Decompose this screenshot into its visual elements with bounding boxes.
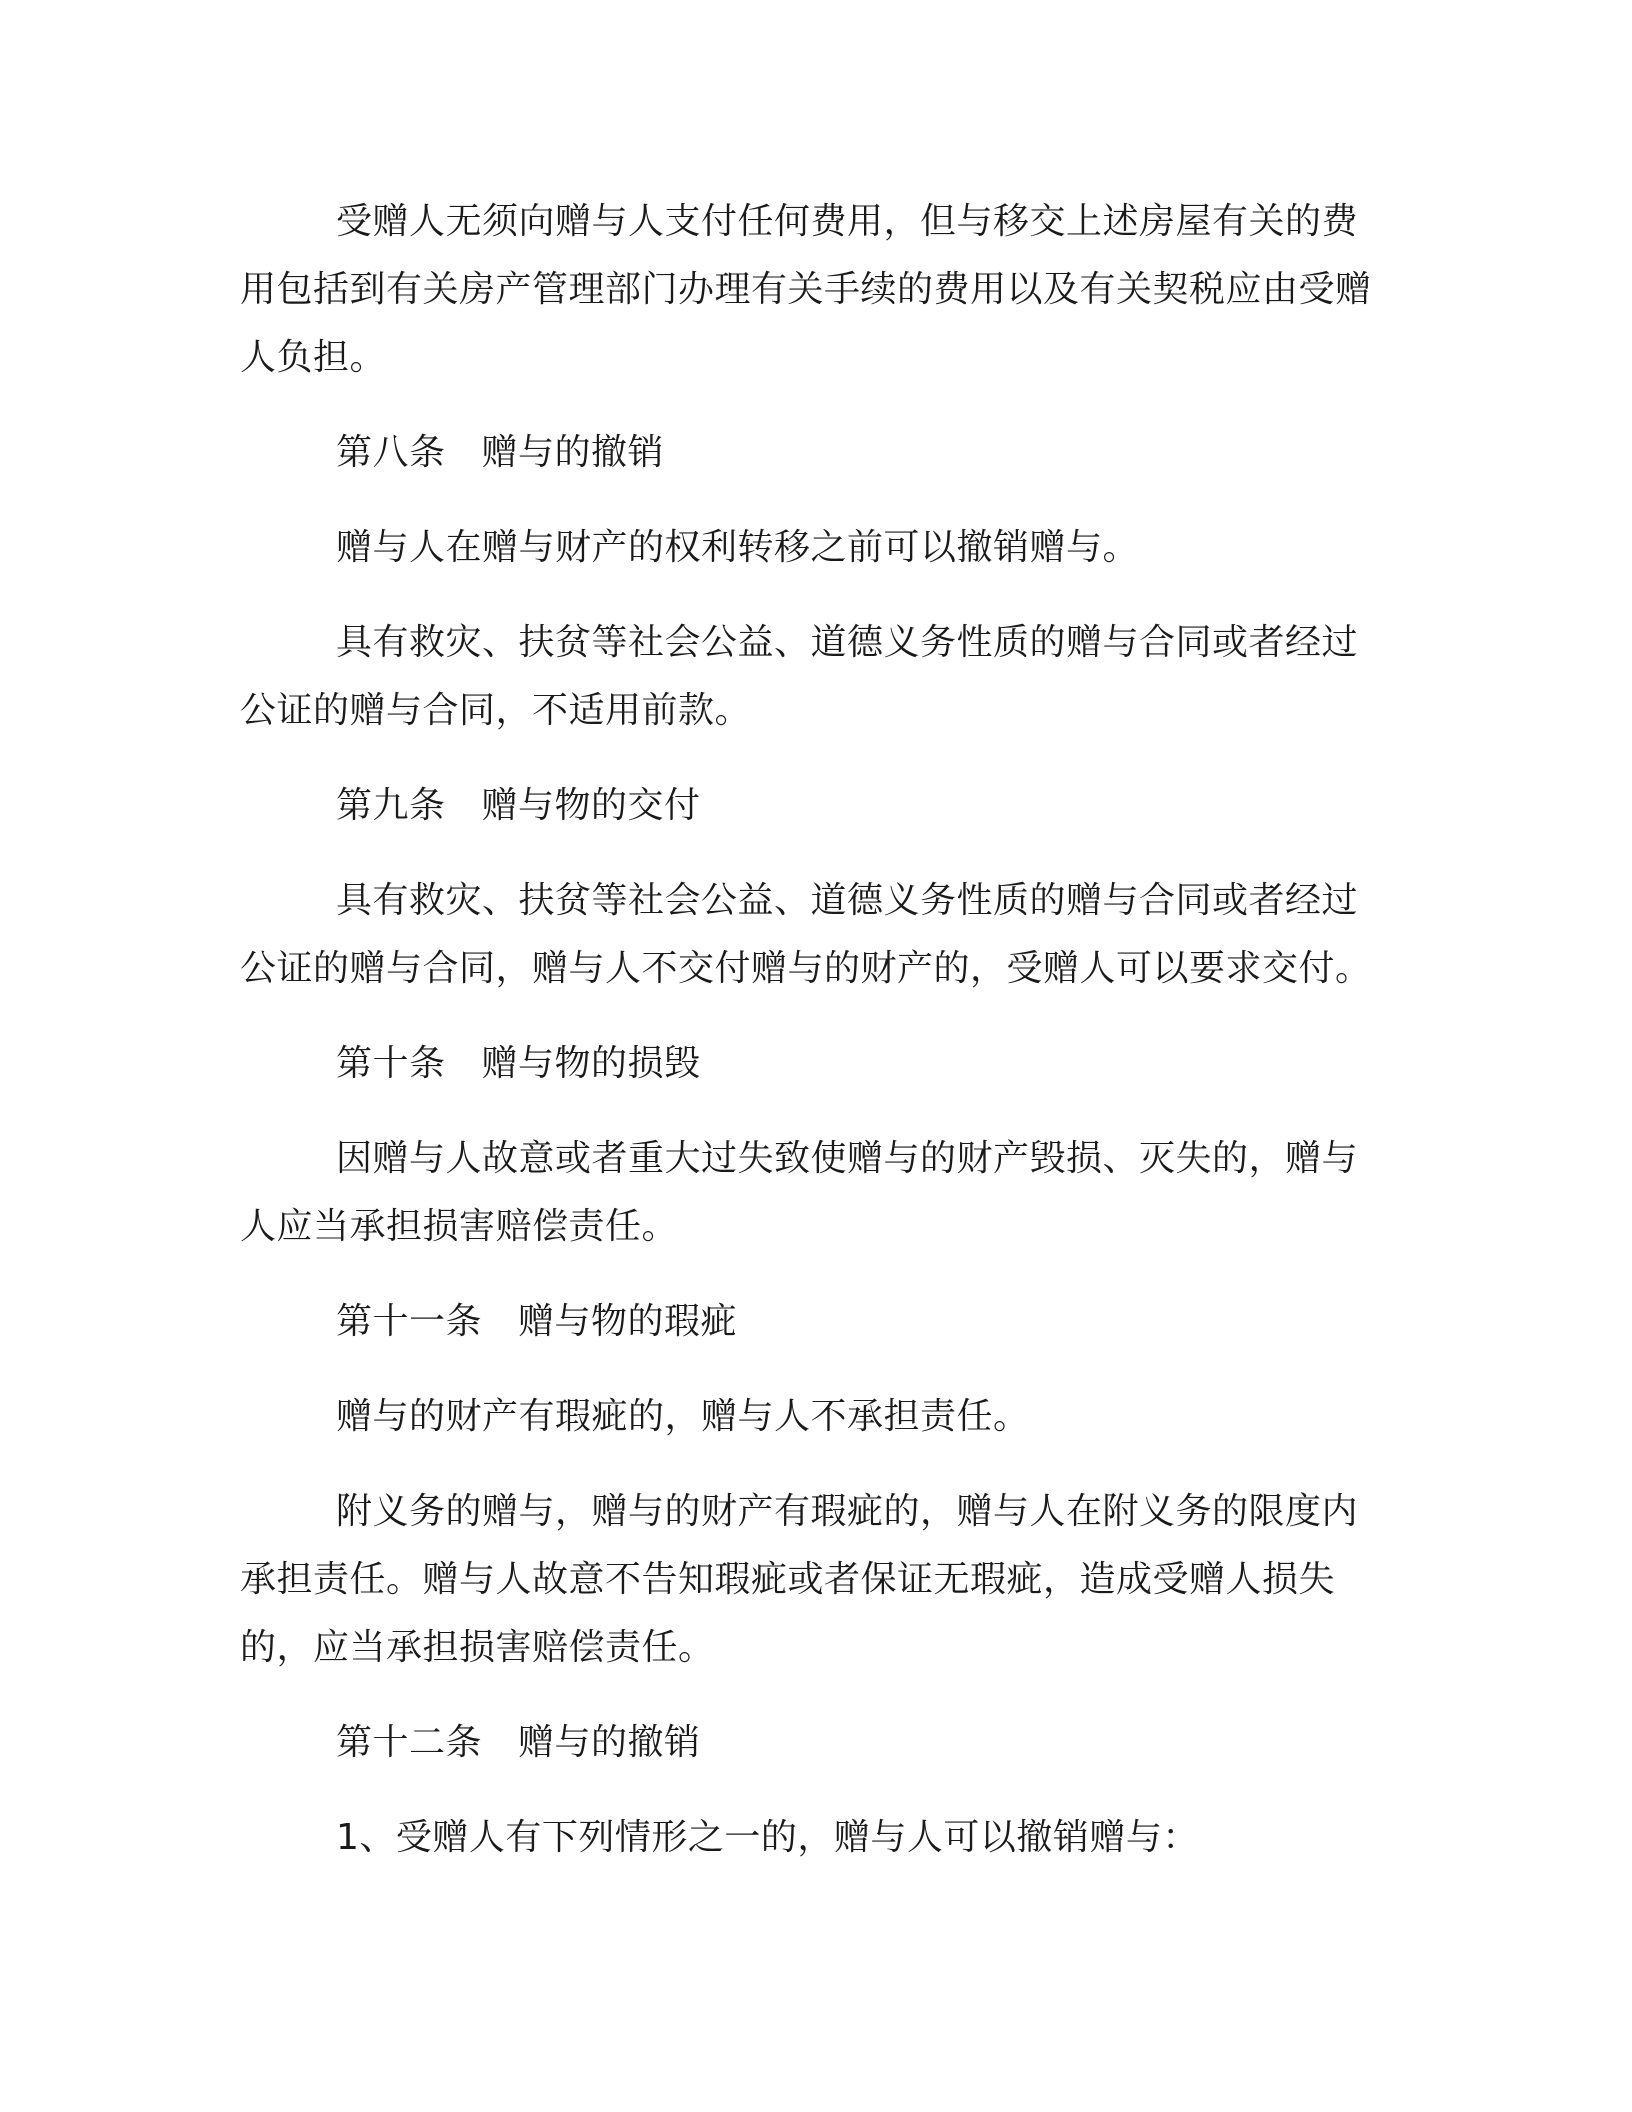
article-number: 第十二条	[336, 1722, 483, 1763]
article-title: 赠与的撤销	[518, 1722, 701, 1763]
article-heading-9	[240, 772, 1380, 840]
article-title: 赠与物的交付	[481, 785, 701, 826]
paragraph-delivery: 具有救灾、扶贫等社会公益、道德义务性质的赠与合同或者经过公证的赠与合同，赠与人不交付赠与的财产的，受赠人可以要求交付。	[240, 880, 1372, 989]
article-number: 第十一条	[336, 1301, 483, 1342]
paragraph-revocation-before-transfer: 赠与人在赠与财产的权利转移之前可以撤销赠与。	[336, 527, 1140, 568]
paragraph-revocation-circumstances: 1、受赠人有下列情形之一的，赠与人可以撤销赠与：	[336, 1817, 1199, 1858]
article-heading-10	[240, 1030, 1380, 1098]
paragraph-fees: 受赠人无须向赠与人支付任何费用，但与移交上述房屋有关的费用包括到有关房产管理部门办理有关手续的费用以及有关契税应由受赠人负担。	[240, 201, 1372, 378]
article-number: 第十条	[336, 1043, 446, 1084]
article-number: 第九条	[336, 785, 446, 826]
article-title: 赠与物的瑕疵	[518, 1301, 738, 1342]
paragraph-damage: 因赠与人故意或者重大过失致使赠与的财产毁损、灭失的，赠与人应当承担损害赔偿责任。	[240, 1138, 1359, 1247]
document-body	[240, 188, 1380, 1899]
article-heading-8	[240, 419, 1380, 487]
article-title: 赠与物的损毁	[481, 1043, 701, 1084]
article-heading-11	[240, 1288, 1380, 1356]
article-number: 第八条	[336, 432, 446, 473]
paragraph-revocation-exception: 具有救灾、扶贫等社会公益、道德义务性质的赠与合同或者经过公证的赠与合同，不适用前款。	[240, 622, 1359, 731]
paragraph-defect-conditional-gift: 附义务的赠与，赠与的财产有瑕疵的，赠与人在附义务的限度内承担责任。赠与人故意不告知瑕疵或者保证无瑕疵，造成受赠人损失的，应当承担损害赔偿责任。	[240, 1491, 1359, 1668]
paragraph-defect-no-liability: 赠与的财产有瑕疵的，赠与人不承担责任。	[336, 1396, 1030, 1437]
article-heading-12	[240, 1709, 1380, 1777]
article-title: 赠与的撤销	[481, 432, 665, 473]
